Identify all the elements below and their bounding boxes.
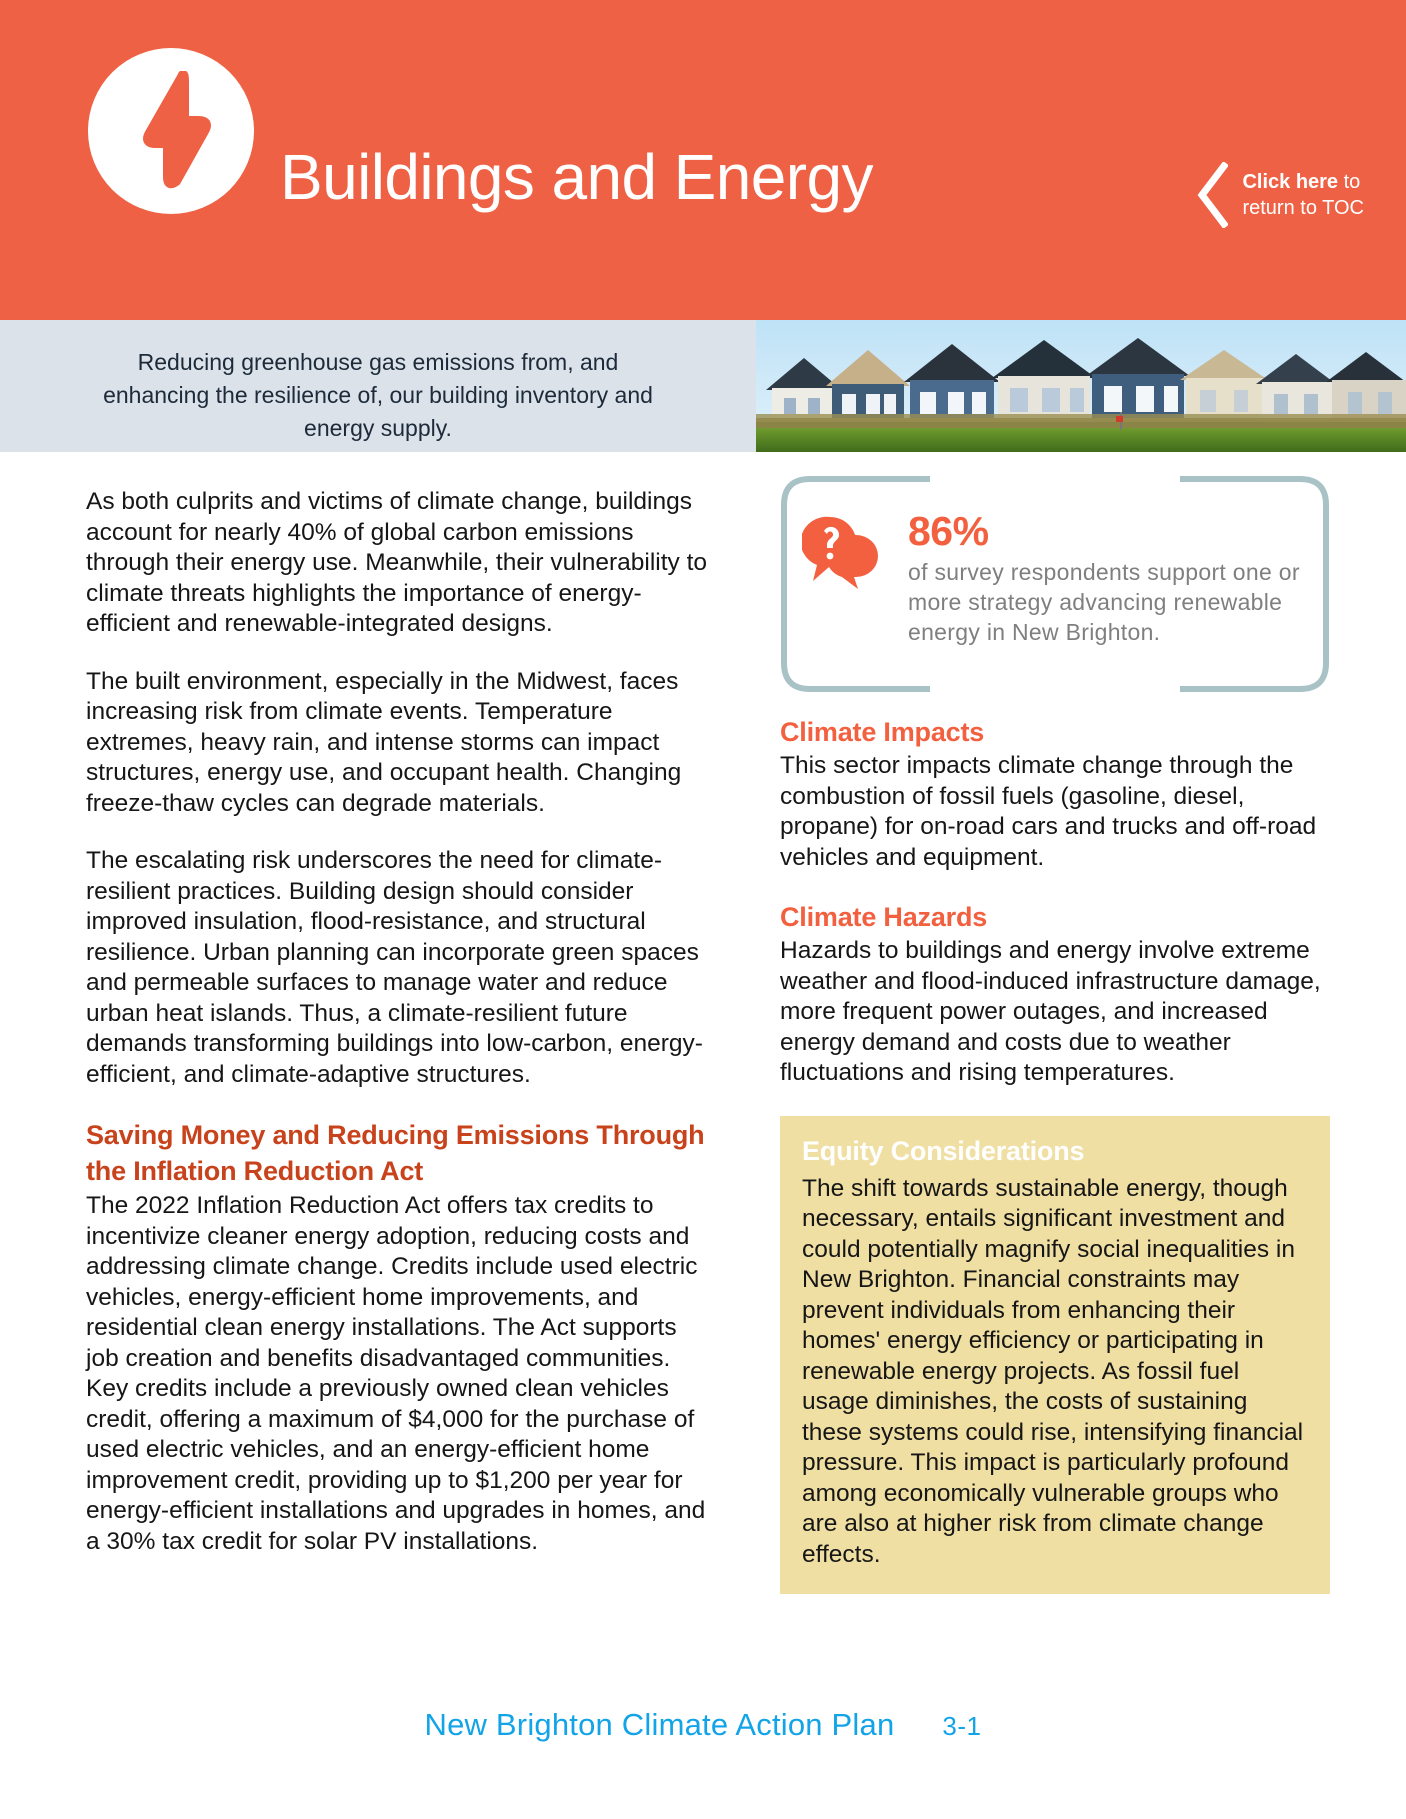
equity-heading: Equity Considerations: [802, 1135, 1085, 1166]
intro-paragraph-1: As both culprits and victims of climate change, buildings account for nearly 40% of global carbon emissions through their energy use. Meanwhile, their vulnerability to climate threats highlights the importance of energy-efficient and renewable-integrated designs.: [86, 488, 708, 637]
intro-paragraph-2: The built environment, especially in the Midwest, faces increasing risk from climate events. Temperature extremes, heavy rain, and intense storms can impact structures, energy use, and occupant health. Changing freeze-thaw cycles can degrade materials.: [86, 667, 682, 817]
question-speech-bubbles-icon: [802, 515, 886, 593]
page-header-band: [0, 0, 1406, 320]
lightning-bolt-icon: [126, 71, 216, 191]
survey-stat-caption: of survey respondents support one or more strategy advancing renewable energy in New Brighton.: [908, 559, 1300, 645]
page-title: Buildings and Energy: [280, 141, 873, 213]
climate-impacts-text: This sector impacts climate change through the combustion of fossil fuels (gasoline, diesel, propane) for on-road cars and trucks and off-road vehicles and equipment.: [780, 752, 1317, 871]
equity-text: The shift towards sustainable energy, though necessary, entails significant investment and could potentially magnify social inequalities in New Brighton. Financial constraints may prevent individuals from enhancing their homes' energy efficiency or participating in renewable energy projects. As fossil fuel usage diminishes, the costs of sustaining these systems could rise, intensifying financial pressure. This impact is particularly profound among economically vulnerable groups who are also at higher risk from climate change effects.: [802, 1174, 1304, 1568]
climate-hazards-heading: Climate Hazards: [780, 902, 988, 932]
toc-rest-text: to: [1338, 171, 1361, 193]
return-to-toc-link[interactable]: [1196, 162, 1364, 228]
footer-document-title: New Brighton Climate Action Plan: [424, 1707, 895, 1742]
footer-page-number: 3-1: [942, 1711, 982, 1741]
left-column: [86, 487, 711, 1557]
ira-section-text: The 2022 Inflation Reduction Act offers tax credits to incentivize cleaner energy adoption, reducing costs and addressing climate change. Credits include used electric vehicles, energy-efficient home improvements, and residential clean energy installations. The Act supports job creation and benefits disadvantaged communities. Key credits include a previously owned clean vehicles credit, offering a maximum of $4,000 for the purchase of used electric vehicles, and an energy-efficient home improvement credit, providing up to $1,200 per year for energy-efficient installations and upgrades in homes, and a 30% tax credit for solar PV installations.: [86, 1192, 706, 1555]
survey-stat-number: 86%: [908, 508, 989, 554]
toc-line-two: return to TOC: [1242, 197, 1364, 219]
return-to-toc-label: [1242, 169, 1364, 221]
toc-bold-text: Click here: [1242, 171, 1339, 193]
climate-impacts-heading: Climate Impacts: [780, 717, 985, 747]
suburban-houses-image: [756, 320, 1406, 452]
page-footer: [0, 1707, 1406, 1743]
chevron-left-icon: [1196, 162, 1228, 228]
ira-section-heading: Saving Money and Reducing Emissions Through the Inflation Reduction Act: [86, 1120, 705, 1186]
intro-paragraph-3: The escalating risk underscores the need for climate-resilient practices. Building design should consider improved insulation, flood-resistance, and structural resilience. Urban planning can incorporate green spaces and permeable surfaces to manage water and reduce urban heat islands. Thus, a climate-resilient future demands transforming buildings into low-carbon, energy-efficient, and climate-adaptive structures.: [86, 847, 703, 1088]
climate-hazards-text: Hazards to buildings and energy involve extreme weather and flood-induced infrastructure damage, more frequent power outages, and increased energy demand and costs due to weather fluctuations and rising temperatures.: [780, 937, 1321, 1086]
subtitle-text: Reducing greenhouse gas emissions from, and enhancing the resilience of, our building inventory and energy supply.: [103, 349, 653, 441]
header-photo: [756, 320, 1406, 452]
right-column: [780, 475, 1330, 1594]
subtitle-band: [0, 320, 756, 452]
survey-stat-callout: [780, 475, 1330, 693]
sector-logo: [88, 48, 254, 214]
equity-considerations-box: [780, 1116, 1330, 1595]
